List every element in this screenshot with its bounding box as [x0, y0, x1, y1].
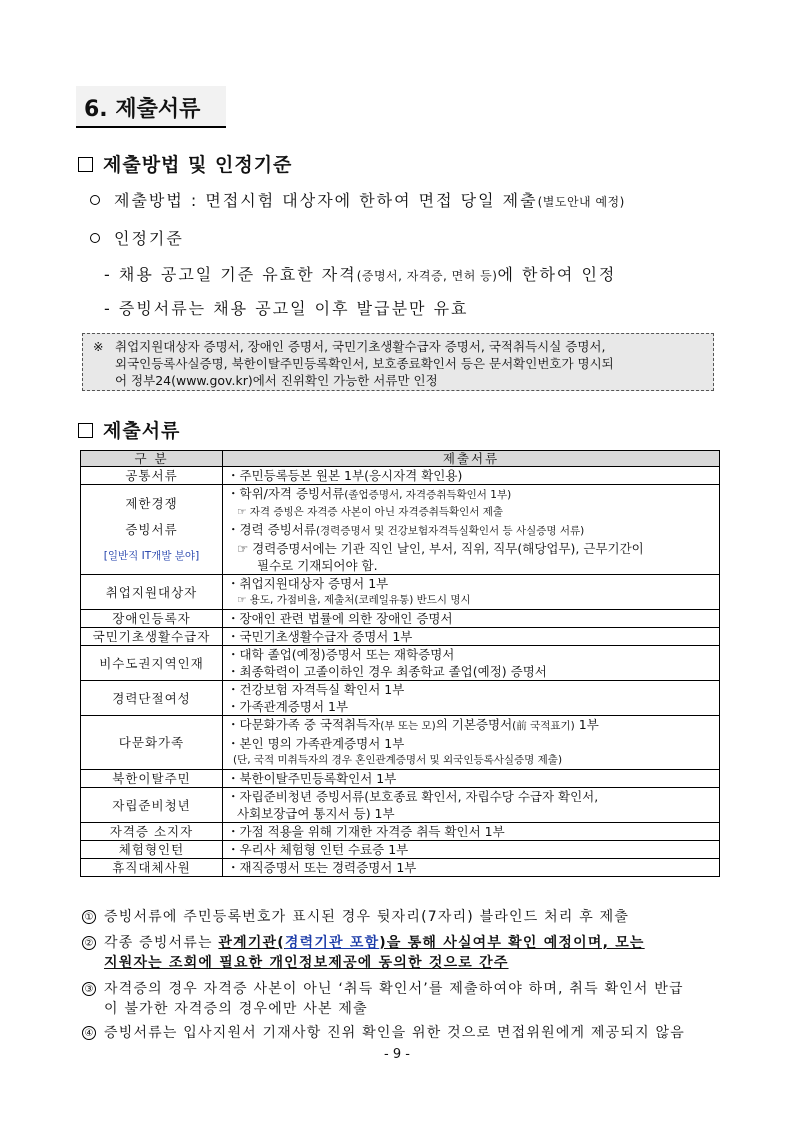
footnote-2-cont: 지원자는 조회에 필요한 개인정보제공에 동의한 것으로 간주: [104, 955, 509, 971]
square-bullet-icon: [78, 157, 93, 172]
table-row: [81, 646, 720, 681]
square-bullet-icon: [78, 423, 93, 438]
row-documents: ・국민기초생활수급자 증명서 1부: [223, 628, 720, 646]
documents-table: [80, 450, 720, 877]
row-category: 자립준비청년: [81, 788, 223, 823]
row-category: 북한이탈주민: [81, 770, 223, 788]
footnote-2: ② 각종 증빙서류는 관계기관(경력기관 포함)을 통해 사실여부 확인 예정이며, 모는: [82, 933, 645, 953]
table-row: [81, 628, 720, 646]
note-mark: ※: [93, 339, 104, 354]
row-category: 휴직대체사원: [81, 859, 223, 877]
table-row: [81, 485, 720, 575]
criteria-2: - 증빙서류는 채용 공고일 이후 발급분만 유효: [104, 299, 469, 318]
row-documents: ・가점 적용을 위해 기재한 자격증 취득 확인서 1부: [223, 823, 720, 841]
note-line: 어 정부24(www.gov.kr)에서 진위확인 가능한 서류만 인정: [115, 373, 438, 388]
table-row: [81, 788, 720, 823]
heading-documents: 제출서류: [78, 416, 180, 443]
circle-bullet-icon: [90, 195, 100, 205]
table-row: [81, 841, 720, 859]
page-number: - 9 -: [384, 1047, 410, 1062]
row-documents: ・우리사 체험형 인턴 수료증 1부: [223, 841, 720, 859]
row-documents: ・건강보험 자격득실 확인서 1부 ・가족관계증명서 1부: [223, 681, 720, 716]
table-row: [81, 575, 720, 610]
footnote-4: ④ 증빙서류는 입사지원서 기재사항 진위 확인을 위한 것으로 면접위원에게 제공되지 않음: [82, 1023, 685, 1043]
table-row: [81, 859, 720, 877]
table-header-row: [81, 451, 720, 467]
note-line: 취업지원대상자 증명서, 장애인 증명서, 국민기초생활수급자 증명서, 국적취득시실 증명서,: [115, 339, 606, 354]
row-documents: ・재직증명서 또는 경력증명서 1부: [223, 859, 720, 877]
table-row: [81, 467, 720, 485]
row-category: 국민기초생활수급자: [81, 628, 223, 646]
table-row: [81, 681, 720, 716]
method-line: 제출방법 : 면접시험 대상자에 한하여 면접 당일 제출(별도안내 예정): [90, 188, 625, 211]
note-line: 외국인등록사실증명, 북한이탈주민등록확인서, 보호종료확인서 등은 문서확인번호가 명시되: [115, 356, 614, 371]
number-3-icon: ③: [82, 982, 96, 996]
row-documents: ・북한이탈주민등록확인서 1부: [223, 770, 720, 788]
row-documents: ・장애인 관련 법률에 의한 장애인 증명서: [223, 610, 720, 628]
footnote-1: ① 증빙서류에 주민등록번호가 표시된 경우 뒷자리(7자리) 블라인드 처리 후 제출: [82, 907, 629, 927]
header-documents: 제출서류: [223, 451, 720, 467]
number-4-icon: ④: [82, 1026, 96, 1040]
heading-submission: 제출방법 및 인정기준: [78, 150, 292, 177]
row-documents: ・다문화가족 중 국적취득자(부 또는 모)의 기본증명서(前 국적표기) 1부 ・본인 명의 가족관계증명서 1부 (단, 국적 미취득자의 경우 혼인관계증명서 및 외국인등록사실증명 제출): [223, 716, 720, 770]
row-category: 장애인등록자: [81, 610, 223, 628]
criteria-title: 인정기준: [90, 226, 184, 249]
row-documents: ・학위/자격 증빙서류(졸업증명서, 자격증취득확인서 1부) ☞ 자격 증빙은 자격증 사본이 아닌 자격증취득확인서 제출 ・경력 증빙서류(경력증명서 및 건강보험자격득실확인서 등 사실증명 서류) ☞ 경력증명서에는 기관 직인 날인, 부서, 직위, 직무(해당업무), 근무기간이 필수로 기재되어야 함.: [223, 485, 720, 575]
row-category: 자격증 소지자: [81, 823, 223, 841]
footnote-3-cont: 이 불가한 자격증의 경우에만 사본 제출: [104, 1001, 368, 1017]
number-2-icon: ②: [82, 936, 96, 950]
criteria-1: - 채용 공고일 기준 유효한 자격(증명서, 자격증, 면허 등)에 한하여 인정: [104, 265, 617, 284]
row-documents: ・대학 졸업(예정)증명서 또는 재학증명서 ・최종학력이 고졸이하인 경우 최종학교 졸업(예정) 증명서: [223, 646, 720, 681]
row-documents: ・자립준비청년 증빙서류(보호종료 확인서, 자립수당 수급자 확인서, 사회보장급여 통지서 등) 1부: [223, 788, 720, 823]
table-row: [81, 823, 720, 841]
number-1-icon: ①: [82, 910, 96, 924]
note-box: [82, 333, 714, 391]
row-category: 비수도권지역인재: [81, 646, 223, 681]
row-category: 제한경쟁 증빙서류 [일반직 IT개발 분야]: [81, 485, 223, 575]
header-category: 구 분: [81, 451, 223, 467]
footnote-3: ③ 자격증의 경우 자격증 사본이 아닌 ‘취득 확인서’를 제출하여야 하며, 취득 확인서 반급: [82, 979, 684, 999]
table-row: [81, 610, 720, 628]
row-category: 다문화가족: [81, 716, 223, 770]
row-documents: ・취업지원대상자 증명서 1부 ☞ 용도, 가점비율, 제출처(코레일유통) 반드시 명시: [223, 575, 720, 610]
row-category: 취업지원대상자: [81, 575, 223, 610]
row-category: 경력단절여성: [81, 681, 223, 716]
circle-bullet-icon: [90, 233, 100, 243]
row-category: 공통서류: [81, 467, 223, 485]
row-category: 체험형인턴: [81, 841, 223, 859]
row-documents: ・주민등록등본 원본 1부(응시자격 확인용): [223, 467, 720, 485]
table-row: [81, 770, 720, 788]
section-title: 6. 제출서류: [84, 97, 201, 122]
table-row: [81, 716, 720, 770]
